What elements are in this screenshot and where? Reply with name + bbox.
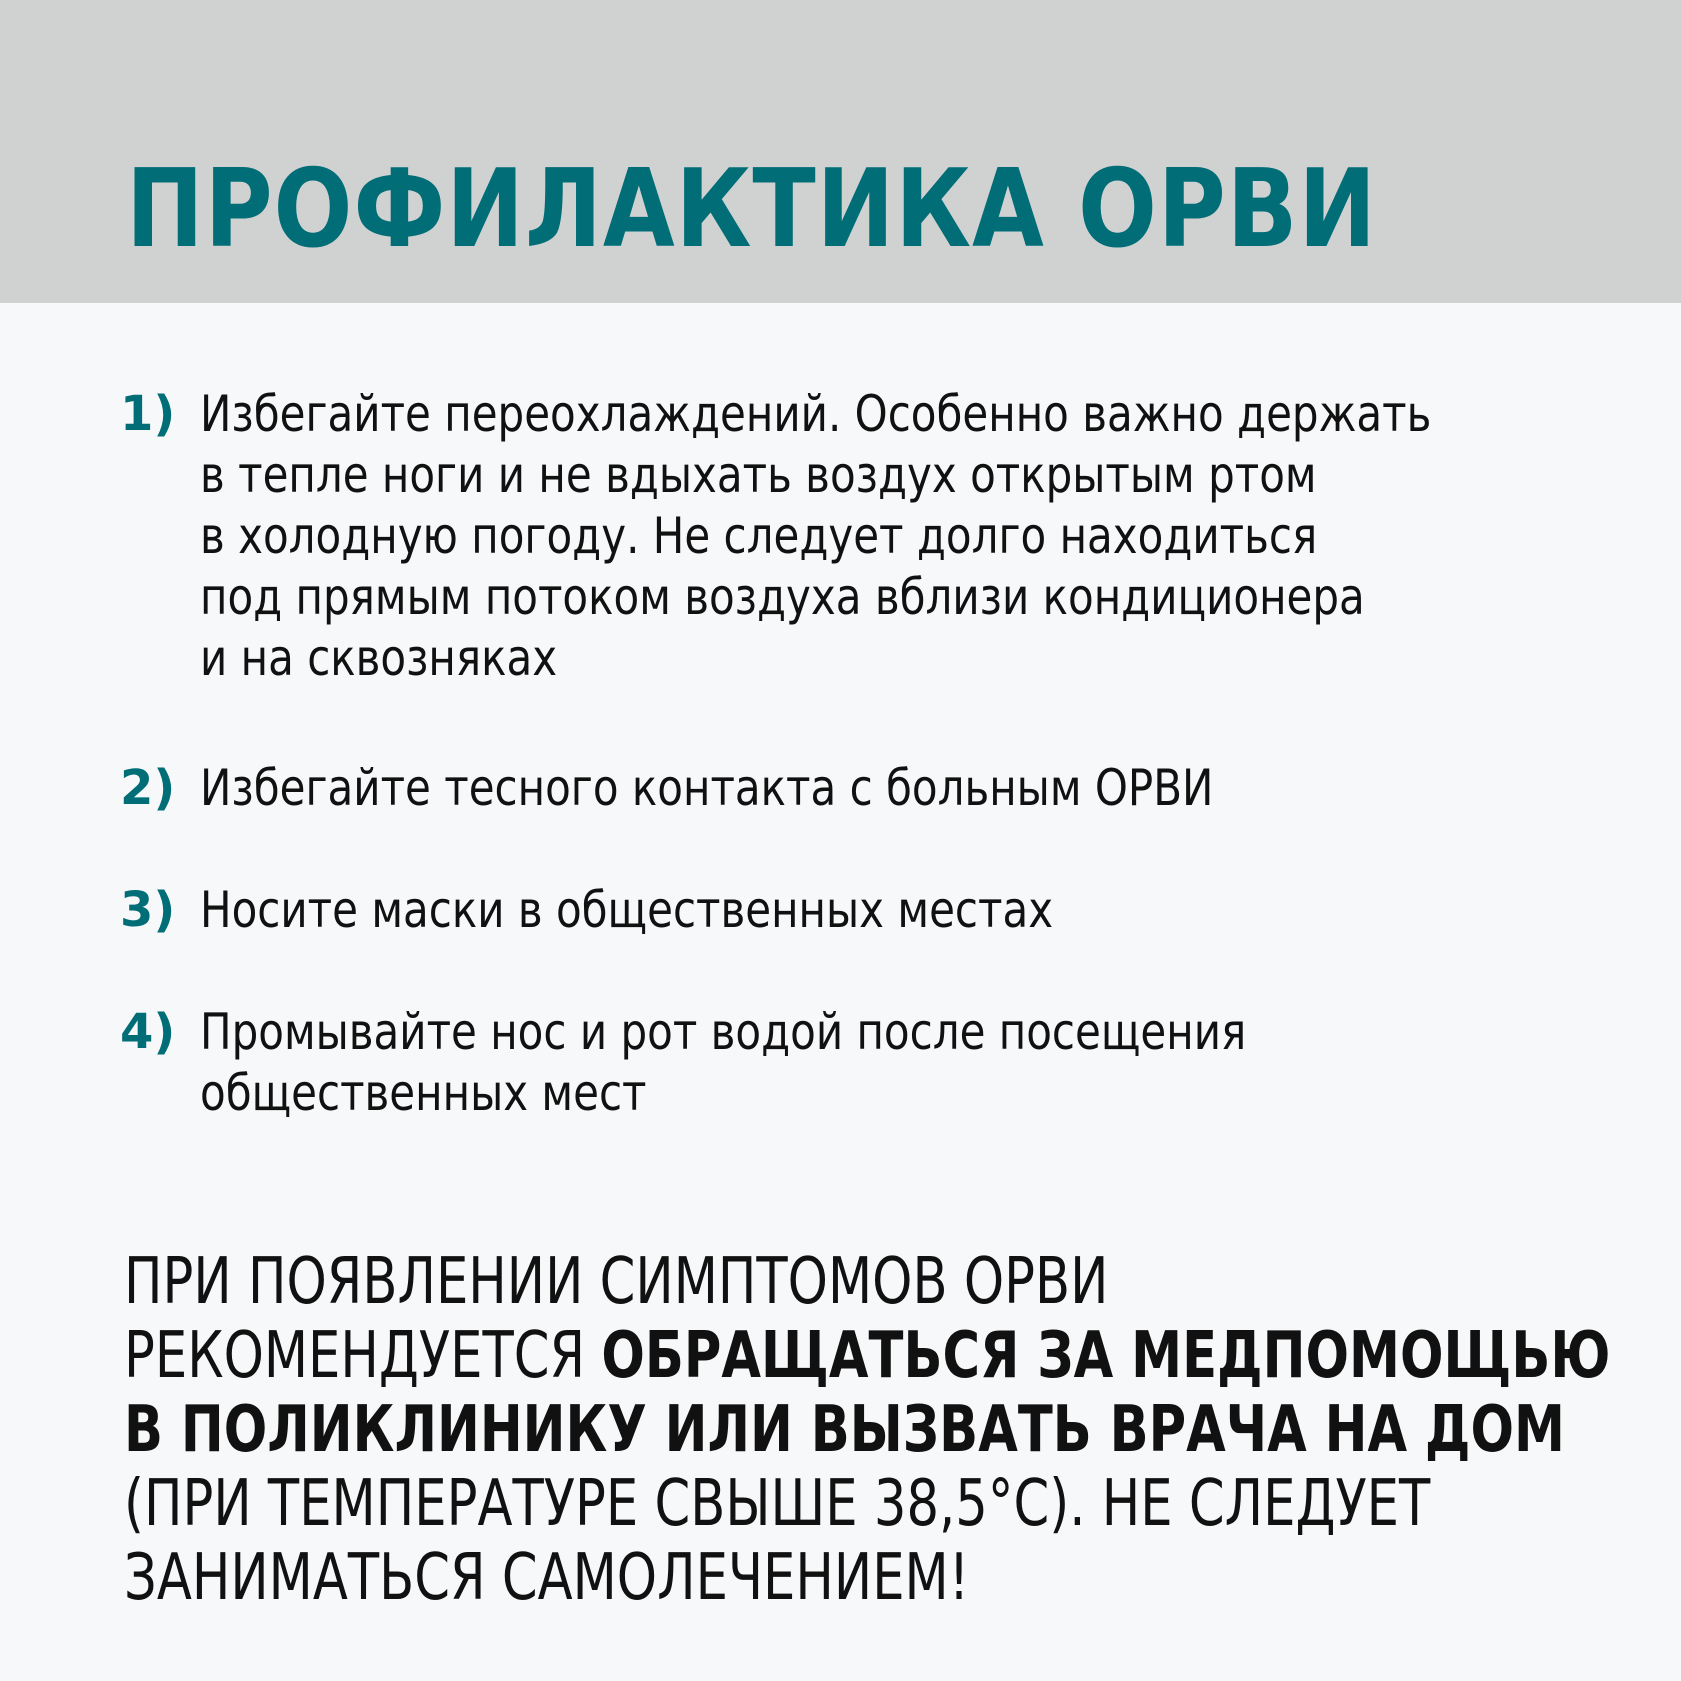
footer-line-3: В ПОЛИКЛИНИКУ ИЛИ ВЫЗВАТЬ ВРАЧА НА ДОМ <box>124 1393 1565 1467</box>
list-item-number: 2) <box>120 760 176 816</box>
list-item-line: Носите маски в общественных местах <box>200 881 1054 939</box>
footer-line-2 <box>124 1319 1611 1393</box>
list-item-line: Промывайте нос и рот водой после посещения <box>200 1003 1247 1061</box>
list-item-text <box>200 880 1376 941</box>
list-item-line: и на сквозняках <box>200 629 558 687</box>
list-item-line: Избегайте тесного контакта с больным ОРВИ <box>200 759 1214 817</box>
list-item-text <box>200 1002 1376 1124</box>
footer-notice <box>124 1245 1611 1615</box>
footer-line-5: ЗАНИМАТЬСЯ САМОЛЕЧЕНИЕМ! <box>124 1541 970 1615</box>
header-banner <box>0 0 1681 303</box>
list-item-line: под прямым потоком воздуха вблизи кондиционера <box>200 568 1365 626</box>
footer-line-2-bold: ОБРАЩАТЬСЯ ЗА МЕДПОМОЩЬЮ <box>601 1319 1611 1393</box>
list-item-number: 1) <box>120 386 176 442</box>
footer-line-1: ПРИ ПОЯВЛЕНИИ СИМПТОМОВ ОРВИ <box>124 1245 1109 1319</box>
page-title: ПРОФИЛАКТИКА ОРВИ <box>126 147 1377 272</box>
list-item-text <box>200 384 1432 689</box>
list-item-line: общественных мест <box>200 1064 647 1122</box>
footer-line-2-regular: РЕКОМЕНДУЕТСЯ <box>124 1319 602 1393</box>
footer-line-4: (ПРИ ТЕМПЕРАТУРЕ СВЫШЕ 38,5°С). НЕ СЛЕДУЕТ <box>124 1467 1431 1541</box>
list-item-line: в тепле ноги и не вдыхать воздух открытым ртом <box>200 446 1317 504</box>
list-item-number: 3) <box>120 882 176 938</box>
list-item-line: в холодную погоду. Не следует долго находиться <box>200 507 1318 565</box>
list-item-line: Избегайте переохлаждений. Особенно важно держать <box>200 385 1432 443</box>
list-item-text <box>200 758 1376 819</box>
list-item-number: 4) <box>120 1004 176 1060</box>
